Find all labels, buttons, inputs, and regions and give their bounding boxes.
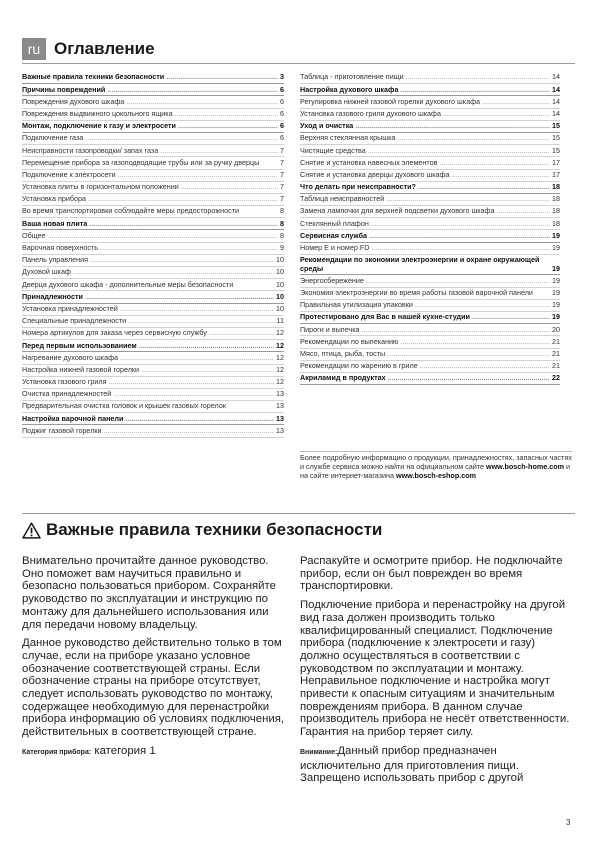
toc-entry-title: Экономия электроэнергии во время работы газовой варочной панели	[300, 288, 533, 297]
header-divider	[22, 63, 575, 64]
toc-entry-page: 19	[552, 312, 560, 322]
toc-entry-page: 10	[276, 291, 284, 301]
toc-entry-page: 14	[552, 84, 560, 94]
toc-entry-title: Номер E и номер FD .....	[300, 244, 550, 252]
toc-entry-page: 6	[280, 121, 284, 131]
toc-entry[interactable]	[300, 182, 560, 194]
info-link-bosch-home[interactable]: www.bosch-home.com	[486, 462, 565, 471]
toc-entry-title: Перемещение прибора за газоподводящие трубы или за ручку дверцы	[22, 158, 260, 167]
toc-entry[interactable]	[22, 121, 284, 133]
toc-entry[interactable]	[300, 275, 560, 287]
toc-entry[interactable]	[22, 425, 284, 437]
toc-entry-title: Чистящие средства .....	[300, 147, 550, 155]
category-line	[22, 745, 288, 760]
section-divider	[22, 513, 575, 514]
toc-entry-title: Общее .....	[22, 232, 278, 240]
toc-entry-page: 14	[552, 72, 560, 82]
toc-entry-page: 10	[276, 267, 284, 277]
toc-entry-page: 21	[552, 336, 560, 346]
toc-entry[interactable]	[300, 109, 560, 121]
toc-entry[interactable]	[300, 133, 560, 145]
toc-entry[interactable]	[22, 109, 284, 121]
toc-entry-page: 17	[552, 157, 560, 167]
toc-entry-page: 10	[276, 255, 284, 265]
toc-entry-page: 19	[552, 287, 560, 297]
toc-entry[interactable]	[22, 340, 284, 352]
body-left-column	[22, 555, 288, 766]
toc-entry[interactable]	[300, 170, 560, 182]
toc-entry[interactable]	[300, 300, 560, 312]
toc-entry[interactable]	[300, 206, 560, 218]
body-paragraph: Внимательно прочитайте данное руководство. Оно поможет вам научиться правильно и безопасно пользоваться прибором. Сохраняйте руководство по эксплуатации и инструкцию по монтажу для дальнейшего использования или для передачи новому владельцу.	[22, 555, 276, 631]
toc-entry-title: Установка газового гриля духового шкафа .....	[300, 110, 550, 118]
page-header	[22, 38, 575, 61]
toc-entry-title: Пироги и выпечка .....	[300, 326, 550, 334]
toc-entry-page: 12	[276, 377, 284, 387]
toc-entry[interactable]	[300, 243, 560, 255]
toc-entry-page: 18	[552, 182, 560, 192]
toc-entry-title: Правильная утилизация упаковки .....	[300, 301, 550, 309]
body-paragraph: Распакуйте и осмотрите прибор. Не подключайте прибор, если он был поврежден во время транспортировки.	[300, 555, 563, 593]
toc-entry-title: Установка принадлежностей .....	[22, 305, 274, 313]
page-number: 3	[566, 818, 571, 827]
toc-entry-page: 12	[276, 364, 284, 374]
toc-entry-page: 19	[552, 300, 560, 310]
toc-entry[interactable]	[22, 291, 284, 303]
toc-entry[interactable]	[300, 145, 560, 157]
attention-text: Данный прибор предназначен исключительно для приготовления пищи. Запрещено использовать прибор с другой	[300, 744, 524, 785]
toc-entry[interactable]	[22, 328, 284, 340]
toc-entry-title: Стеклянный плафон .....	[300, 220, 550, 228]
toc-entry-title: Замена лампочки для верхней подсветки духового шкафа .....	[300, 207, 550, 215]
toc-entry-page: 6	[280, 133, 284, 143]
toc-entry[interactable]	[22, 255, 284, 267]
language-badge: ru	[22, 38, 46, 60]
toc-entry-page: 11	[276, 316, 284, 326]
toc-entry-title: Сервисная служба .....	[300, 232, 550, 240]
toc-entry[interactable]	[22, 316, 284, 328]
toc-entry[interactable]	[22, 377, 284, 389]
toc-entry-title: Установка прибора .....	[22, 195, 278, 203]
toc-entry[interactable]	[22, 389, 284, 401]
toc-entry-title: Верхняя стеклянная крышка .....	[300, 134, 550, 142]
toc-entry-title: Дверца духового шкафа - дополнительные меры безопасности	[22, 280, 234, 289]
toc-entry-title: Духовой шкаф .....	[22, 268, 274, 276]
toc-entry-page: 22	[552, 373, 560, 383]
toc-entry-title: Протестировано для Вас в нашей кухне-студии .....	[300, 313, 550, 321]
attention-line	[300, 745, 572, 785]
toc-entry[interactable]	[22, 157, 284, 169]
toc-entry-title: Поджиг газовой горелки .....	[22, 427, 274, 435]
toc-entry-title: Таблица неисправностей .....	[300, 195, 550, 203]
toc-entry-title: Важные правила техники безопасности .....	[22, 73, 278, 81]
toc-entry[interactable]	[300, 218, 560, 230]
toc-entry[interactable]	[22, 206, 284, 218]
toc-entry-title: Варочная поверхность .....	[22, 244, 278, 252]
toc-entry-page: 13	[276, 413, 284, 423]
page-title: Оглавление	[54, 39, 155, 58]
toc-entry[interactable]	[22, 170, 284, 182]
toc-entry[interactable]	[300, 72, 560, 84]
toc-entry-page: 13	[276, 401, 284, 411]
toc-entry-page: 19	[552, 275, 560, 285]
section-heading	[22, 519, 382, 541]
toc-entry[interactable]	[22, 279, 284, 291]
body-right-column	[300, 555, 572, 791]
toc-entry-title: Рекомендации по выпеканию .....	[300, 338, 550, 346]
toc-entry-title: Снятие и установка дверцы духового шкафа .....	[300, 171, 550, 179]
toc-right-column	[300, 72, 560, 385]
toc-entry-title: Мясо, птица, рыба, тосты .....	[300, 350, 550, 358]
toc-entry-page: 12	[276, 352, 284, 362]
toc-entry-title: Повреждения духового шкафа .....	[22, 98, 278, 106]
toc-entry[interactable]	[22, 182, 284, 194]
toc-entry-title: Таблица - приготовление пищи .....	[300, 73, 550, 81]
toc-entry-title: Установка плиты в горизонтальном положении .....	[22, 183, 278, 191]
toc-entry-page: 18	[552, 206, 560, 216]
toc-entry[interactable]	[300, 230, 560, 242]
toc-entry-title: Нагревание духового шкафа .....	[22, 354, 274, 362]
toc-entry[interactable]	[22, 304, 284, 316]
toc-entry[interactable]	[300, 324, 560, 336]
info-text-2: и на сайте интернет-магазина	[300, 462, 571, 480]
toc-entry[interactable]	[300, 255, 560, 276]
toc-entry-title: Установка газового гриля .....	[22, 378, 274, 386]
toc-entry-page: 6	[280, 108, 284, 118]
toc-entry-page: 8	[280, 230, 284, 240]
toc-entry-title: Настройка духового шкафа .....	[300, 86, 550, 94]
toc-entry[interactable]	[22, 230, 284, 242]
toc-entry[interactable]	[22, 413, 284, 425]
toc-entry-title: Повреждения выдвижного цокольного ящика .....	[22, 110, 278, 118]
toc-entry[interactable]	[22, 72, 284, 84]
attention-label: Внимание:	[300, 748, 338, 756]
toc-entry-title: Подключение газа .....	[22, 134, 278, 142]
toc-entry-page: 10	[276, 279, 284, 289]
toc-entry-page: 13	[276, 389, 284, 399]
toc-entry-page: 14	[552, 96, 560, 106]
toc-entry[interactable]	[300, 194, 560, 206]
toc-entry-title: Монтаж, подключение к газу и электросети .....	[22, 122, 278, 130]
toc-entry[interactable]	[300, 288, 560, 300]
toc-entry-title: Панель управления .....	[22, 256, 274, 264]
category-label: Категория прибора:	[22, 748, 92, 756]
toc-entry-page: 12	[276, 328, 284, 338]
section-title: Важные правила техники безопасности	[46, 520, 383, 539]
toc-entry[interactable]	[300, 312, 560, 324]
toc-entry-page: 15	[552, 133, 560, 143]
toc-entry[interactable]	[22, 145, 284, 157]
toc-entry-page: 7	[280, 145, 284, 155]
toc-entry-page: 8	[280, 206, 284, 216]
toc-entry-page: 19	[552, 243, 560, 253]
toc-entry-title: Уход и очистка .....	[300, 122, 550, 130]
toc-entry-title: Очистка принадлежностей .....	[22, 390, 274, 398]
toc-entry-title: Предварительная очистка головок и крышек газовых горелок	[22, 402, 226, 411]
toc-entry-page: 9	[280, 243, 284, 253]
toc-entry[interactable]	[300, 121, 560, 133]
toc-entry-title: Рекомендации по экономии электроэнергии и охране окружающей среды	[300, 256, 540, 273]
toc-entry-title: Номера артикулов для заказа через сервисную службу .....	[22, 329, 274, 337]
toc-entry-title: Акриламид в продуктах .....	[300, 374, 550, 382]
toc-entry[interactable]	[22, 218, 284, 230]
toc-entry[interactable]	[22, 84, 284, 96]
toc-entry-page: 3	[280, 72, 284, 82]
toc-entry-title: Ваша новая плита .....	[22, 220, 278, 228]
toc-entry-page: 21	[552, 348, 560, 358]
toc-entry[interactable]	[22, 133, 284, 145]
toc-entry[interactable]	[22, 267, 284, 279]
toc-entry-page: 7	[280, 182, 284, 192]
toc-entry-title: Рекомендации по жарению в гриле .....	[300, 362, 550, 370]
toc-entry-page: 19	[552, 263, 560, 273]
body-paragraph: Данное руководство действительно только в том случае, если на приборе указано условное обозначение соответствующей страны. Если обозначение страны на приборе отсутствует, следует использовать руководство по монтажу, содержащее необходимую для перенастройки прибора информацию об условиях подключения, действительных в соответствующей стране.	[22, 637, 285, 739]
toc-entry[interactable]	[300, 157, 560, 169]
toc-entry[interactable]	[300, 84, 560, 96]
toc-entry[interactable]	[300, 349, 560, 361]
toc-entry-title: Что делать при неисправности? .....	[300, 183, 550, 191]
toc-entry-page: 7	[280, 157, 284, 167]
toc-entry-title: Подключение к электросети .....	[22, 171, 278, 179]
body-paragraph: Подключение прибора и перенастройку на другой вид газа должен производить только квалифицированный специалист. Подключение прибора (подключение к электросети и газу) должно осуществляться в соответствии с руководством по эксплуатации и монтажу. Неправильное подключение и настройка могут привести к опасным ситуациям и значительным повреждениям прибора. В данном случае производитель прибора не несёт ответственности. Гарантия на прибор теряет силу.	[300, 599, 570, 739]
toc-entry-page: 19	[552, 230, 560, 240]
category-value: категория 1	[91, 744, 156, 757]
toc-entry-page: 15	[552, 121, 560, 131]
toc-entry-page: 17	[552, 169, 560, 179]
toc-entry-title: Во время транспортировки соблюдайте меры предосторожности	[22, 207, 239, 216]
toc-entry-page: 20	[552, 324, 560, 334]
toc-entry-page: 14	[552, 108, 560, 118]
toc-entry-title: Настройка варочной панели .....	[22, 415, 274, 423]
info-note	[300, 451, 572, 480]
toc-entry-title: Настройка нижней газовой горелки .....	[22, 366, 274, 374]
toc-entry-title: Причины повреждений .....	[22, 86, 278, 94]
toc-entry[interactable]	[22, 96, 284, 108]
toc-entry[interactable]	[300, 361, 560, 373]
toc-entry[interactable]	[300, 373, 560, 385]
toc-entry[interactable]	[300, 336, 560, 348]
toc-entry[interactable]	[22, 194, 284, 206]
toc-entry-title: Принадлежности .....	[22, 293, 274, 301]
toc-entry-title: Специальные принадлежности .....	[22, 317, 275, 325]
toc-entry[interactable]	[22, 352, 284, 364]
toc-entry-title: Снятие и установка навесных элементов .....	[300, 159, 550, 167]
info-link-bosch-eshop[interactable]: www.bosch-eshop.com	[395, 471, 476, 480]
toc-entry[interactable]	[22, 401, 284, 413]
toc-entry-page: 18	[552, 194, 560, 204]
toc-entry-page: 12	[276, 340, 284, 350]
toc-entry-page: 8	[280, 218, 284, 228]
toc-entry[interactable]	[300, 96, 560, 108]
toc-entry-page: 7	[280, 194, 284, 204]
warning-triangle-icon	[22, 522, 41, 539]
toc-entry-title: Энергосбережение .....	[300, 277, 550, 285]
toc-left-column	[22, 72, 284, 438]
toc-entry-page: 18	[552, 218, 560, 228]
toc-entry-page: 21	[552, 361, 560, 371]
toc-entry-page: 10	[276, 303, 284, 313]
toc-entry-page: 7	[280, 169, 284, 179]
toc-entry-title: Перед первым использованием .....	[22, 342, 274, 350]
toc-entry[interactable]	[22, 243, 284, 255]
toc-entry-title: Неисправности газопроводки/ запах газа .....	[22, 147, 278, 155]
toc-entry-page: 15	[552, 145, 560, 155]
toc-entry-page: 6	[280, 96, 284, 106]
toc-entry-page: 13	[276, 425, 284, 435]
toc-entry-page: 6	[280, 84, 284, 94]
info-text-1: Более подробную информацию о продукции, принадлежностях, запасных частях и службе сервиса можно найти на официальном сайте	[300, 453, 572, 471]
toc-entry[interactable]	[22, 365, 284, 377]
toc-entry-title: Регулировка нижней газовой горелки духового шкафа .....	[300, 98, 550, 106]
